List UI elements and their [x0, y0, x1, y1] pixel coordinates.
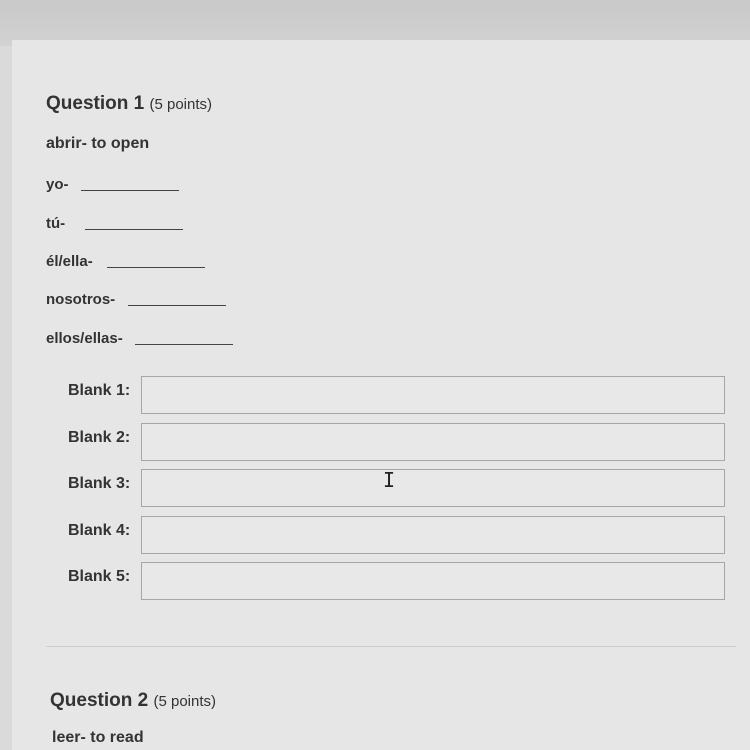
- conjugation-row-nosotros: [46, 290, 226, 312]
- conjugation-blank-line: [81, 190, 179, 191]
- question-1-heading: Question 1: [46, 93, 145, 114]
- conjugation-row-tu: [46, 214, 183, 236]
- blank-1-input[interactable]: [141, 376, 725, 414]
- text-cursor-icon: I: [383, 468, 396, 492]
- conjugation-blank-line: [135, 344, 233, 345]
- conjugation-blank-line: [128, 305, 226, 306]
- question-2-heading: Question 2: [50, 690, 149, 711]
- blank-label: Blank 5:: [68, 568, 131, 585]
- conjugation-row-ellos-ellas: [46, 329, 233, 351]
- conjugation-label: tú-: [46, 215, 66, 232]
- conjugation-blank-line: [85, 229, 183, 230]
- conjugation-label: nosotros-: [46, 291, 116, 308]
- conjugation-label: él/ella-: [46, 253, 93, 270]
- conjugation-blank-line: [107, 267, 205, 268]
- conjugation-label: yo-: [46, 176, 69, 193]
- blank-2-input[interactable]: [141, 423, 725, 461]
- conjugation-label: ellos/ellas-: [46, 330, 123, 347]
- question-1-points: (5 points): [149, 96, 212, 113]
- question-divider: [46, 646, 736, 647]
- blank-label: Blank 2:: [68, 429, 131, 446]
- question-2-points: (5 points): [153, 693, 216, 710]
- conjugation-row-yo: [46, 175, 179, 197]
- blank-label: Blank 1:: [68, 382, 131, 399]
- conjugation-row-el-ella: [46, 252, 205, 274]
- blank-4-input[interactable]: [141, 516, 725, 554]
- blank-3-input[interactable]: [141, 469, 725, 507]
- question-2-verb: leer- to read: [52, 729, 144, 746]
- question-1-title: [46, 93, 212, 115]
- blank-label: Blank 4:: [68, 522, 131, 539]
- question-1-verb: abrir- to open: [46, 135, 150, 152]
- blank-label: Blank 3:: [68, 475, 131, 492]
- blank-5-input[interactable]: [141, 562, 725, 600]
- question-2-title: [50, 690, 216, 712]
